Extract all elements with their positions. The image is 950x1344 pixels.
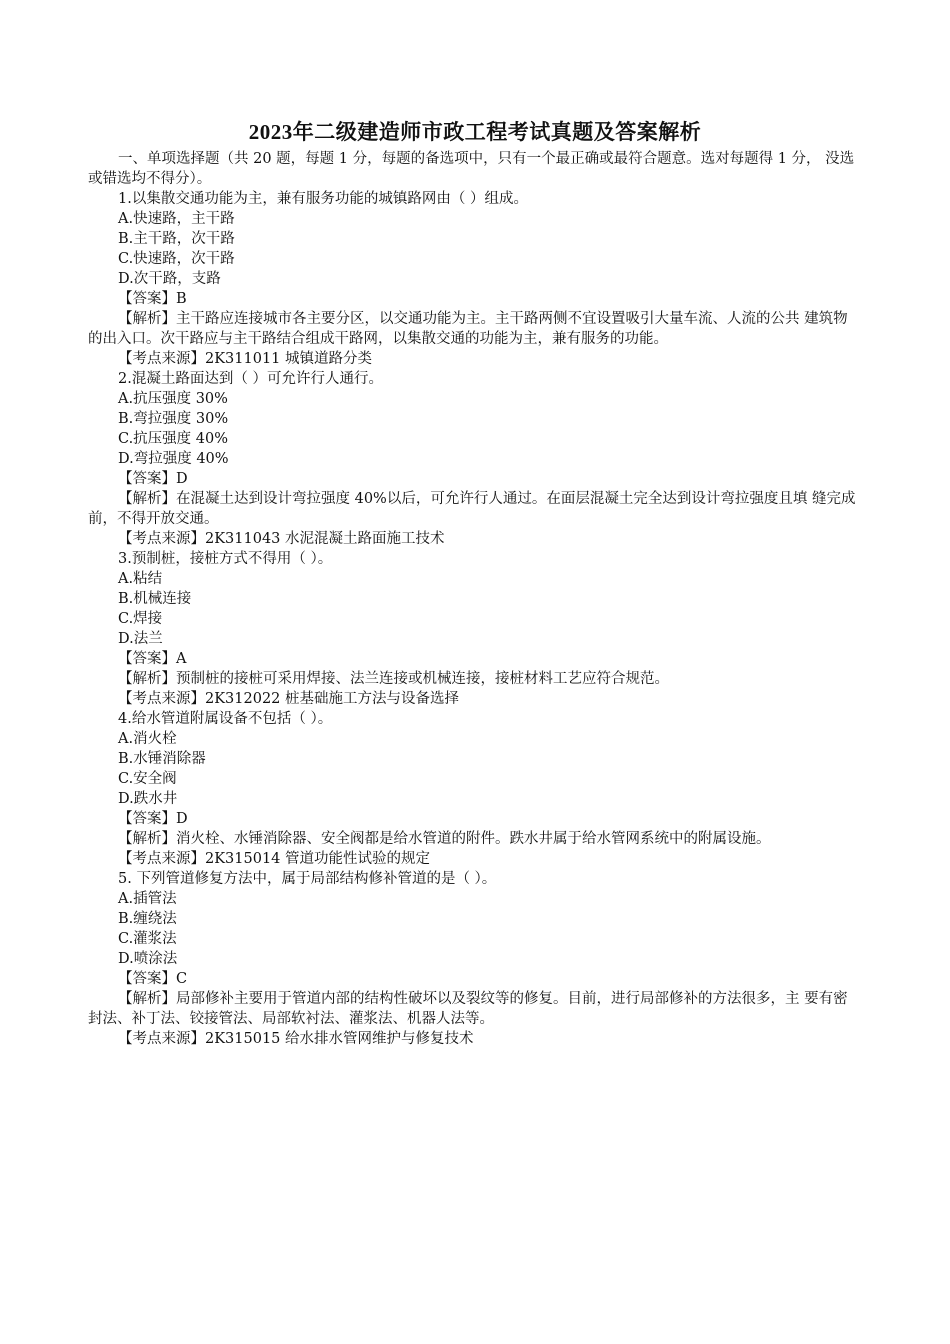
question-block [88,549,858,709]
option-c: C.焊接 [118,611,163,627]
question-block [88,189,858,369]
source: 【考点来源】2K315015 给水排水管网维护与修复技术 [118,1031,474,1047]
option-a: A.抗压强度 30% [118,391,228,407]
question-stem: 2.混凝土路面达到（ ）可允许行人通行。 [118,371,383,387]
option-b: B.水锤消除器 [118,751,206,767]
answer: 【答案】D [118,471,188,487]
option-a: A.消火栓 [118,731,177,747]
option-a: A.插管法 [118,891,177,907]
option-a: A.快速路，主干路 [118,211,235,227]
option-b: B.缠绕法 [118,911,177,927]
answer: 【答案】A [118,651,187,667]
section-intro: 一、单项选择题（共 20 题，每题 1 分，每题的备选项中，只有一个最正确或最符合题意。选对每题得 1 分， 没选或错选均不得分）。 [88,151,855,187]
option-b: B.主干路，次干路 [118,231,235,247]
option-d: D.喷涂法 [118,951,178,967]
answer: 【答案】B [118,291,187,307]
source: 【考点来源】2K311011 城镇道路分类 [118,351,373,367]
option-b: B.弯拉强度 30% [118,411,229,427]
analysis: 【解析】主干路应连接城市各主要分区，以交通功能为主。主干路两侧不宜设置吸引大量车流、人流的公共 建筑物的出入口。次干路应与主干路结合组成干路网，以集散交通的功能为主，兼有服务的功能。 [88,311,848,347]
option-d: D.法兰 [118,631,163,647]
question-stem: 3.预制桩，接桩方式不得用（ ）。 [118,551,333,567]
analysis: 【解析】局部修补主要用于管道内部的结构性破坏以及裂纹等的修复。目前，进行局部修补的方法很多，主 要有密封法、补丁法、铰接管法、局部软衬法、灌浆法、机器人法等。 [88,991,848,1027]
analysis: 【解析】在混凝土达到设计弯拉强度 40%以后，可允许行人通过。在面层混凝土完全达到设计弯拉强度且填 缝完成前，不得开放交通。 [88,491,856,527]
source: 【考点来源】2K311043 水泥混凝土路面施工技术 [118,531,445,547]
question-stem: 1.以集散交通功能为主，兼有服务功能的城镇路网由（ ）组成。 [118,191,528,207]
option-d: D.弯拉强度 40% [118,451,229,467]
document-body [88,149,858,1049]
source: 【考点来源】2K312022 桩基础施工方法与设备选择 [118,691,460,707]
option-c: C.快速路，次干路 [118,251,235,267]
analysis: 【解析】消火栓、水锤消除器、安全阀都是给水管道的附件。跌水井属于给水管网系统中的附属设施。 [118,831,771,847]
answer: 【答案】D [118,811,188,827]
option-c: C.安全阀 [118,771,177,787]
option-d: D.跌水井 [118,791,178,807]
question-stem: 4.给水管道附属设备不包括（ ）。 [118,711,333,727]
document-title: 2023年二级建造师市政工程考试真题及答案解析 [248,120,702,144]
question-block [88,869,858,1049]
analysis: 【解析】预制桩的接桩可采用焊接、法兰连接或机械连接，接桩材料工艺应符合规范。 [118,671,669,687]
question-stem: 5. 下列管道修复方法中，属于局部结构修补管道的是（ ）。 [118,871,497,887]
option-c: C.灌浆法 [118,931,177,947]
question-block [88,369,858,549]
source: 【考点来源】2K315014 管道功能性试验的规定 [118,851,431,867]
option-b: B.机械连接 [118,591,192,607]
option-c: C.抗压强度 40% [118,431,229,447]
option-a: A.粘结 [118,571,163,587]
question-block [88,709,858,869]
answer: 【答案】C [118,971,188,987]
option-d: D.次干路，支路 [118,271,221,287]
